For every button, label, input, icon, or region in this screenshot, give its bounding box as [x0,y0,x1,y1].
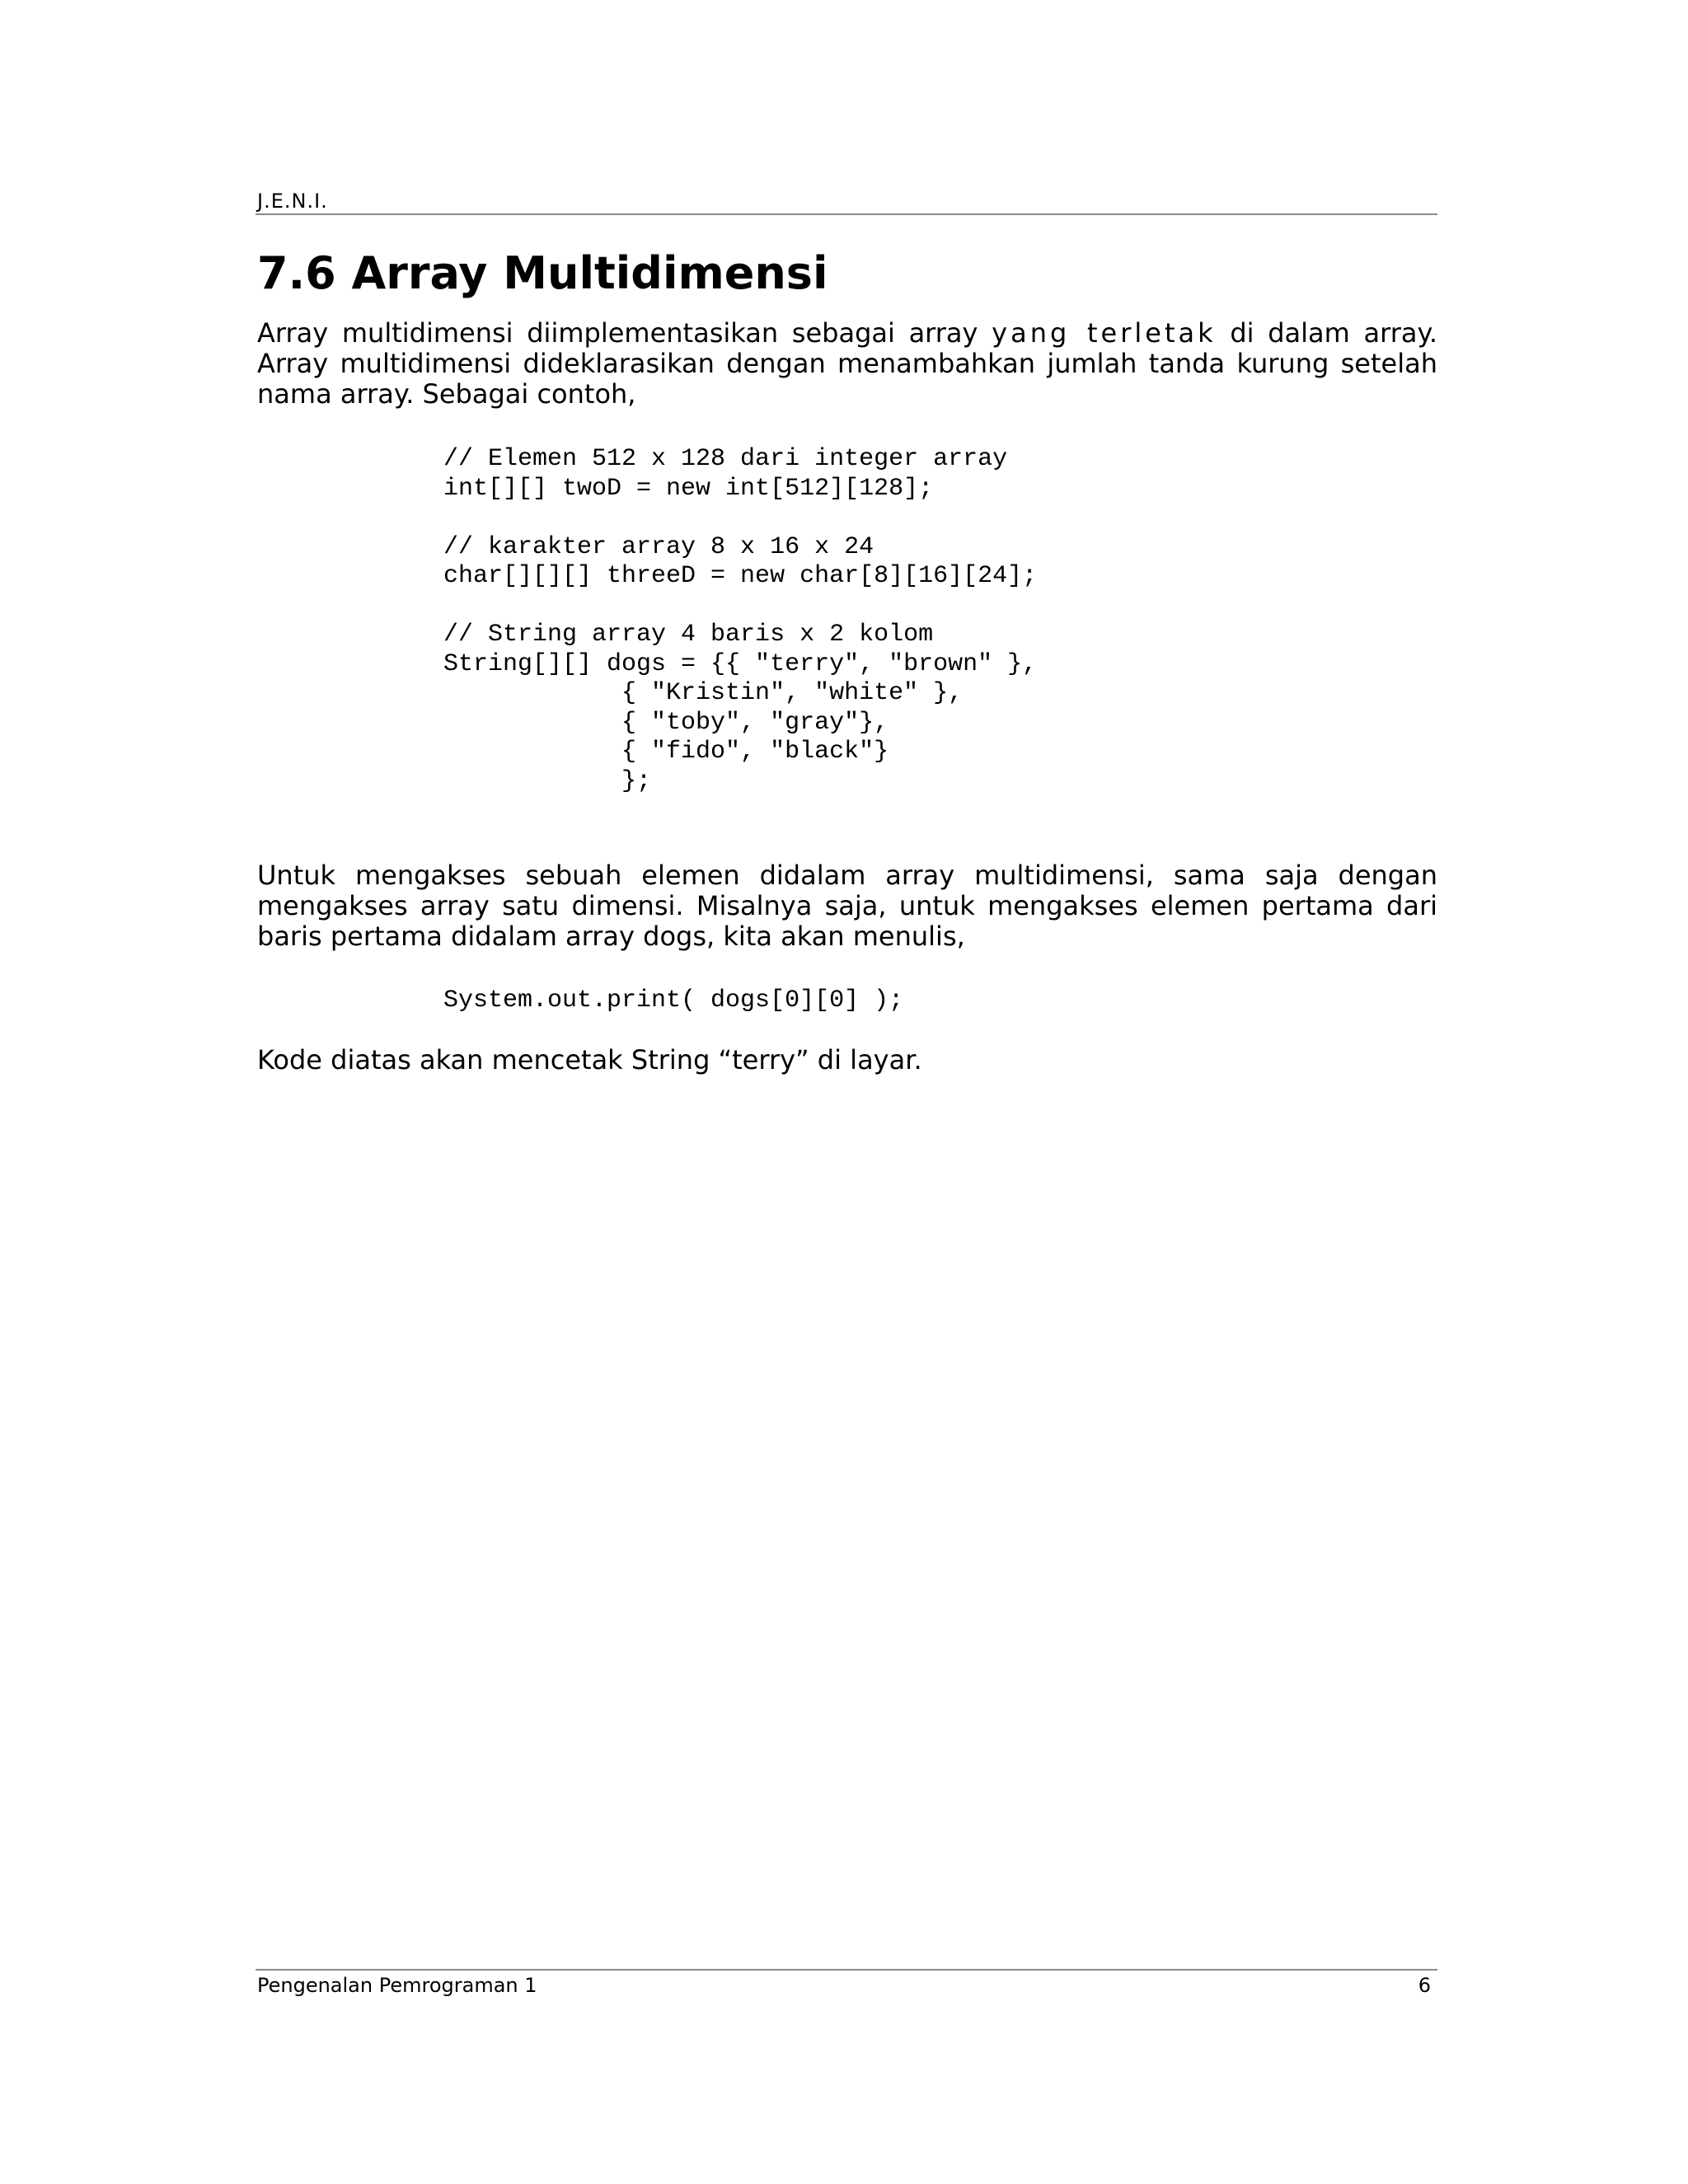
intro-text-spaced: yang terletak [992,317,1217,349]
access-code-block: System.out.print( dogs[0][0] ); [443,987,904,1015]
access-paragraph: Untuk mengakses sebuah elemen didalam array multidimensi, sama saja dengan mengakses array satu dimensi. Misalnya saja, untuk mengakses elemen pertama dari baris pertama didalam array dogs, kita akan menulis, [257,860,1437,952]
intro-paragraph [257,318,1437,410]
page-number: 6 [1418,1974,1431,1997]
footer-book-title: Pengenalan Pemrograman 1 [257,1974,537,1997]
declaration-code-block: // Elemen 512 x 128 dari integer array int[][] twoD = new int[512][128]; // karakter array 8 x 16 x 24 char[][][] threeD = new char[8][16][24]; // String array 4 baris x 2 kolom String[][] dogs = {{ "terry", "brown" }, { "Kristin", "white" }, { "toby", "gray"}, { "fido", "black"} }; [443,445,1038,795]
intro-text-end: di dalam array. Array multidimensi dideklarasikan dengan menambahkan jumlah tanda kurung setelah nama array. Sebagai contoh, [257,317,1438,410]
result-paragraph: Kode diatas akan mencetak String “terry” di layar. [257,1044,922,1076]
intro-text-start: Array multidimensi diimplementasikan sebagai array [257,317,978,349]
header-divider [256,213,1437,215]
running-header: J.E.N.I. [257,190,328,213]
section-title: 7.6 Array Multidimensi [257,247,828,299]
footer-divider [256,1969,1437,1971]
